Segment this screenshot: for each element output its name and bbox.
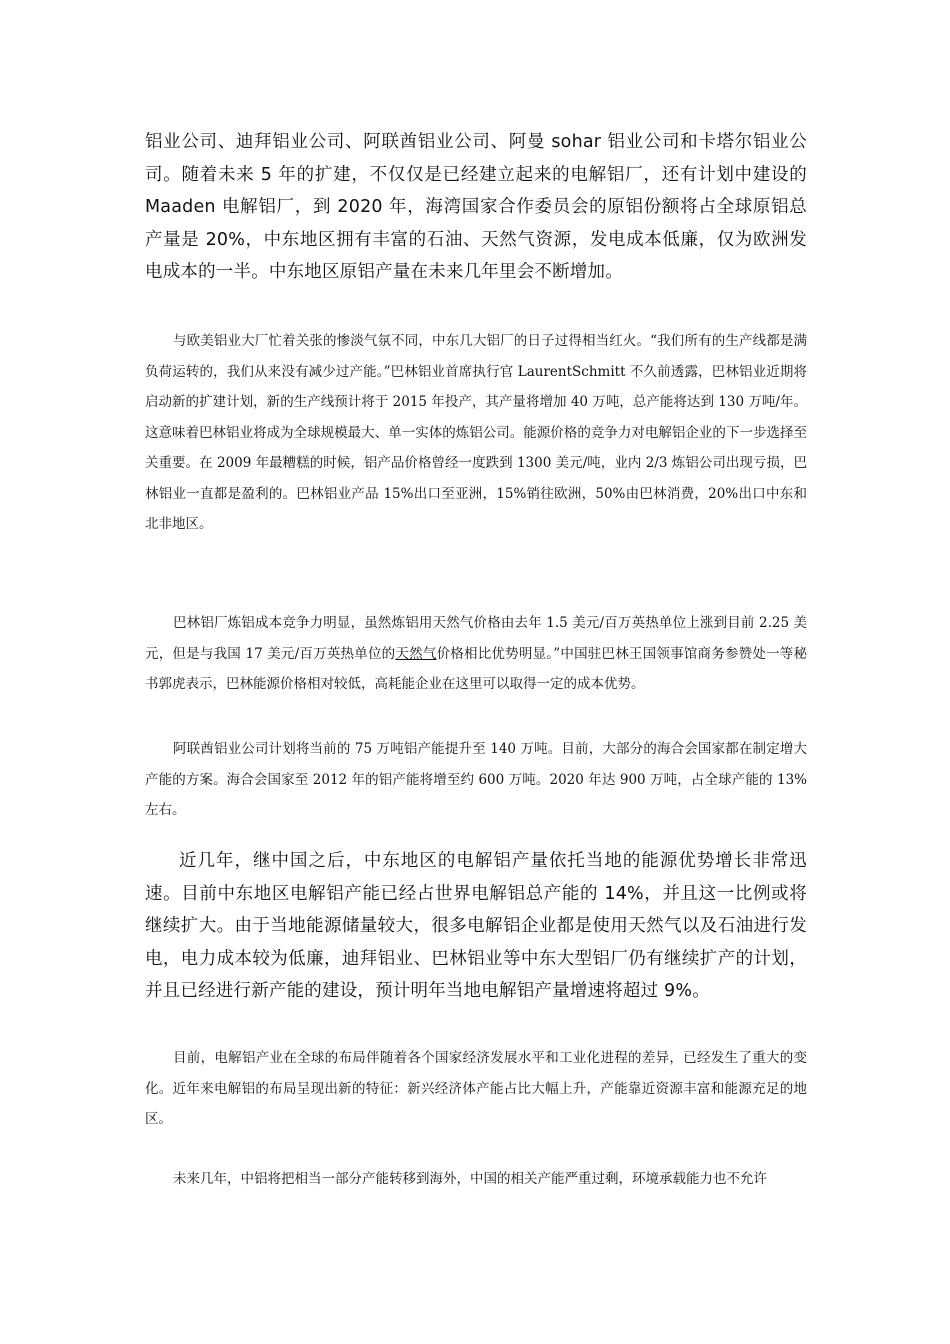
paragraph-text-part: 价格相比优势明显。”中国驻巴林王国领事馆商务参赞处一等秘书郭虎表示，巴林能源价格相对较低，高耗能企业在这里可以取得一定的成本优势。 <box>145 645 808 692</box>
paragraph-uae-capacity-plan: 阿联酋铝业公司计划将当前的 75 万吨铝产能提升至 140 万吨。目前，大部分的海合会国家都在制定增大产能的方案。海合会国家至 2012 年的铝产能将增至约 600 万吨。2020 年达 900 万吨，占全球产能的 13%左右。 <box>145 741 807 818</box>
paragraph-text-part: 巴林铝厂炼铝成本竞争力明显，虽然炼铝用天然气价格由去年 1.5 美元/百万英热单位上涨到目前 2.25 美元，但是与我国 17 美元/百万英热单位的 <box>145 615 807 662</box>
natural-gas-link[interactable]: 天然气 <box>395 645 437 662</box>
paragraph-middle-east-growth: 近几年，继中国之后，中东地区的电解铝产量依托当地的能源优势增长非常迅速。目前中东地区电解铝产能已经占世界电解铝总产能的 14%，并且这一比例或将继续扩大。由于当地能源储量较大，很多电解铝企业都是使用天然气以及石油进行发电，电力成本较为低廉，迪拜铝业、巴林铝业等中东大型铝厂仍有继续扩产的计划，并且已经进行新产能的建设，预计明年当地电解铝产量增速将超过 9%。 <box>145 851 807 1001</box>
paragraph-gcc-aluminum-share: 铝业公司、迪拜铝业公司、阿联酋铝业公司、阿曼 sohar 铝业公司和卡塔尔铝业公司。随着未来 5 年的扩建，不仅仅是已经建立起来的电解铝厂，还有计划中建设的 Maaden 电解铝厂，到 2020 年，海湾国家合作委员会的原铝份额将占全球原铝总产量是 20%，中东地区拥有丰富的石油、天然气资源，发电成本低廉，仅为欧洲发电成本的一半。中东地区原铝产量在未来几年里会不断增加。 <box>145 132 807 282</box>
paragraph-chalco-overseas-transfer: 未来几年，中铝将把相当一部分产能转移到海外，中国的相关产能严重过剩，环境承载能力也不允许 <box>173 1171 767 1187</box>
paragraph-bahrain-cost-advantage <box>145 608 807 700</box>
paragraph-global-layout-change: 目前，电解铝产业在全球的布局伴随着各个国家经济发展水平和工业化进程的差异，已经发生了重大的变化。近年来电解铝的布局呈现出新的特征：新兴经济体产能占比大幅上升，产能靠近资源丰富和能源充足的地区。 <box>145 1050 807 1127</box>
paragraph-bahrain-aluminum-expansion: 与欧美铝业大厂忙着关张的惨淡气氛不同，中东几大铝厂的日子过得相当红火。“我们所有的生产线都是满负荷运转的，我们从来没有减少过产能。”巴林铝业首席执行官 LaurentSchmitt 不久前透露，巴林铝业近期将启动新的扩建计划，新的生产线预计将于 2015 年投产，其产量将增加 40 万吨，总产能将达到 130 万吨/年。这意味着巴林铝业将成为全球规模最大、单一实体的炼铝公司。能源价格的竞争力对电解铝企业的下一步选择至关重要。在 2009 年最糟糕的时候，铝产品价格曾经一度跌到 1300 美元/吨，业内 2/3 炼铝公司出现亏损，巴林铝业一直都是盈利的。巴林铝业产品 15%出口至亚洲，15%销往欧洲，50%由巴林消费，20%出口中东和北非地区。 <box>145 333 807 532</box>
